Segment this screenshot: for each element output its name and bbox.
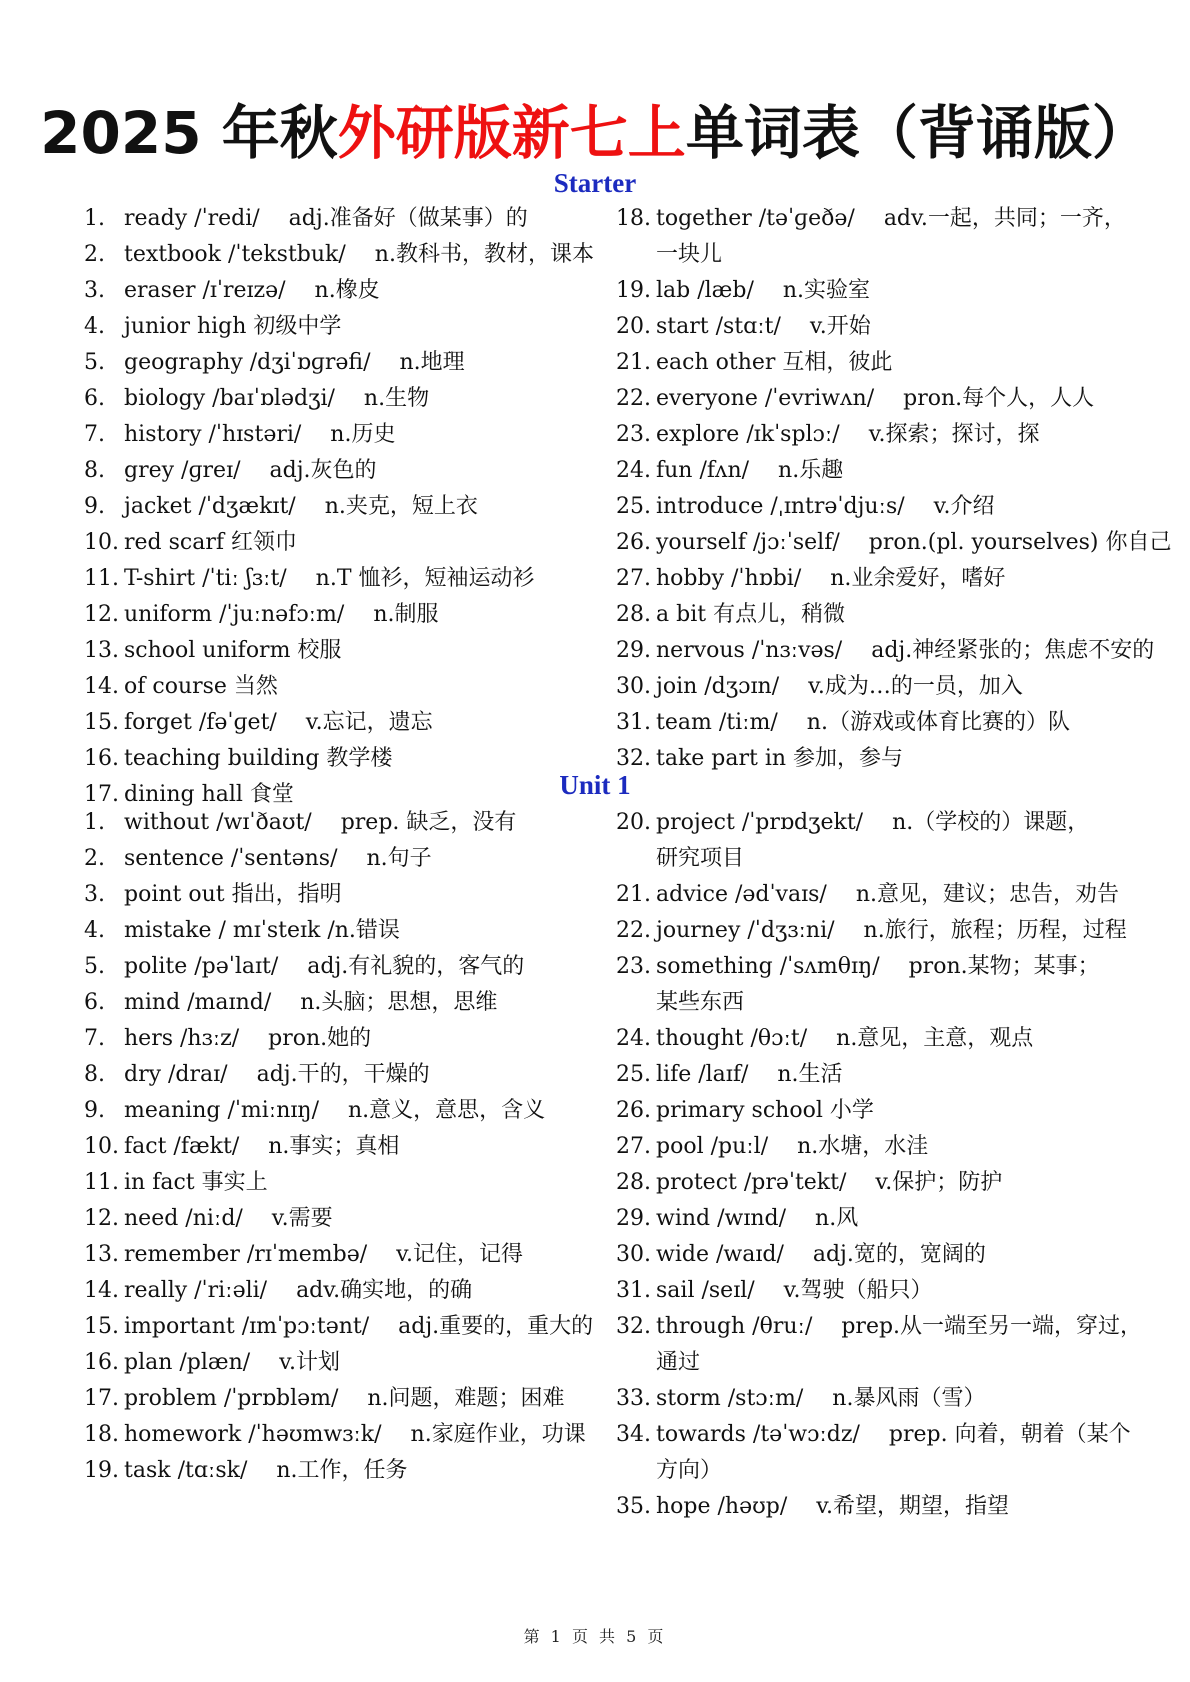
vocab-item: [616, 1489, 1116, 1525]
unit1-right-column: [616, 805, 1143, 1525]
item-text-continued: 方向）: [656, 1458, 723, 1483]
item-number: 11.: [84, 566, 119, 591]
vocab-item: [616, 201, 1126, 273]
item-text: red scarf 红领巾: [124, 530, 297, 555]
item-number: 22.: [616, 386, 651, 411]
vocab-item: [84, 597, 604, 633]
item-text: ready /ˈredi/ adj.准备好（做某事）的: [124, 206, 528, 231]
vocab-item: [84, 805, 604, 841]
vocab-item: [84, 705, 604, 741]
vocab-item: [616, 309, 1116, 345]
vocab-item: [84, 453, 604, 489]
item-text: homework /ˈhəʊmwɜːk/ n.家庭作业，功课: [124, 1422, 586, 1447]
item-text: dry /draɪ/ adj.干的，干燥的: [124, 1062, 430, 1087]
item-number: 31.: [616, 710, 651, 735]
item-number: 1.: [84, 810, 105, 835]
item-text: point out 指出，指明: [124, 882, 342, 907]
item-text-continued: 通过: [656, 1350, 701, 1375]
item-number: 8.: [84, 1062, 105, 1087]
item-text-continued: 研究项目: [656, 846, 745, 871]
item-text: mistake / mɪˈsteɪk /n.错误: [124, 918, 400, 943]
item-number: 19.: [616, 278, 651, 303]
item-text: remember /rɪˈmembə/ v.记住，记得: [124, 1242, 523, 1267]
item-text: teaching building 教学楼: [124, 746, 393, 771]
item-number: 10.: [84, 530, 119, 555]
item-text: eraser /ɪˈreɪzə/ n.橡皮: [124, 278, 380, 303]
vocab-item: [84, 1237, 604, 1273]
starter-left-column: [84, 201, 604, 813]
vocab-item: [84, 985, 604, 1021]
item-text: protect /prəˈtekt/ v.保护；防护: [656, 1170, 1003, 1195]
item-number: 8.: [84, 458, 105, 483]
vocab-item: [616, 705, 1116, 741]
item-text: lab /læb/ n.实验室: [656, 278, 871, 303]
item-number: 28.: [616, 602, 651, 627]
item-number: 18.: [84, 1422, 119, 1447]
vocab-item: [616, 381, 1116, 417]
item-text: hope /həʊp/ v.希望，期望，指望: [656, 1494, 1010, 1519]
item-number: 6.: [84, 990, 105, 1015]
item-number: 10.: [84, 1134, 119, 1159]
item-text: wind /wɪnd/ n.风: [656, 1206, 859, 1231]
vocab-item: [616, 877, 1119, 913]
item-text: each other 互相，彼此: [656, 350, 893, 375]
item-text: start /stɑːt/ v.开始: [656, 314, 871, 339]
item-text: something /ˈsʌmθɪŋ/ pron.某物；某事；: [656, 954, 1100, 979]
vocab-item: [84, 1201, 604, 1237]
item-text: life /laɪf/ n.生活: [656, 1062, 843, 1087]
item-number: 33.: [616, 1386, 651, 1411]
item-number: 20.: [616, 314, 651, 339]
item-text: in fact 事实上: [124, 1170, 268, 1195]
vocab-item: [616, 669, 1116, 705]
item-number: 13.: [84, 638, 119, 663]
item-number: 24.: [616, 1026, 651, 1051]
vocab-item: [616, 417, 1116, 453]
title-highlight: 外研版新七上: [337, 99, 686, 167]
item-number: 15.: [84, 710, 119, 735]
vocab-item: [84, 1417, 604, 1453]
item-text: journey /ˈdʒɜːni/ n.旅行，旅程；历程，过程: [656, 918, 1127, 943]
item-text: explore /ɪkˈsplɔː/ v.探索；探讨，探: [656, 422, 1040, 447]
vocab-item: [84, 345, 604, 381]
item-text: dining hall 食堂: [124, 782, 294, 807]
item-text: need /niːd/ v.需要: [124, 1206, 333, 1231]
section-heading-unit1: Unit 1: [559, 770, 631, 800]
item-text: sail /seɪl/ v.驾驶（船只）: [656, 1278, 933, 1303]
item-number: 7.: [84, 422, 105, 447]
item-text: through /θruː/ prep.从一端至另一端，穿过，: [656, 1314, 1143, 1339]
item-number: 11.: [84, 1170, 119, 1195]
item-number: 3.: [84, 882, 105, 907]
item-number: 16.: [84, 1350, 119, 1375]
item-text: introduce /ˌɪntrəˈdjuːs/ v.介绍: [656, 494, 995, 519]
item-number: 14.: [84, 674, 119, 699]
item-text: yourself /jɔːˈself/ pron.(pl. yourselves) 你自己: [656, 530, 1172, 555]
item-text: problem /ˈprɒbləm/ n.问题，难题；困难: [124, 1386, 565, 1411]
item-text: meaning /ˈmiːnɪŋ/ n.意义，意思，含义: [124, 1098, 546, 1123]
title-year: 2025 年秋: [40, 99, 338, 167]
item-text: storm /stɔːm/ n.暴风雨（雪）: [656, 1386, 986, 1411]
vocab-item: [616, 1417, 1131, 1489]
item-text: thought /θɔːt/ n.意见，主意，观点: [656, 1026, 1034, 1051]
item-text: T-shirt /ˈtiː ʃɜːt/ n.T 恤衫，短袖运动衫: [124, 566, 535, 591]
item-number: 29.: [616, 638, 651, 663]
vocab-item: [84, 877, 604, 913]
vocab-item: [616, 1129, 1116, 1165]
item-number: 29.: [616, 1206, 651, 1231]
vocab-item: [84, 1309, 604, 1345]
item-number: 26.: [616, 530, 651, 555]
vocab-item: [84, 1345, 604, 1381]
item-number: 6.: [84, 386, 105, 411]
item-number: 5.: [84, 954, 105, 979]
item-number: 18.: [616, 206, 651, 231]
item-text: together /təˈɡeðə/ adv.一起，共同；一齐，: [656, 206, 1126, 231]
vocab-item: [84, 273, 604, 309]
vocab-item: [84, 1453, 604, 1489]
item-number: 1.: [84, 206, 105, 231]
vocab-item: [616, 1309, 1143, 1381]
item-number: 22.: [616, 918, 651, 943]
vocab-item: [616, 489, 1116, 525]
page-title: [0, 98, 1190, 168]
item-number: 16.: [84, 746, 119, 771]
vocab-item: [616, 273, 1116, 309]
item-text: school uniform 校服: [124, 638, 342, 663]
item-number: 19.: [84, 1458, 119, 1483]
item-number: 23.: [616, 422, 651, 447]
vocab-item: [616, 949, 1116, 1021]
vocab-item: [84, 1165, 604, 1201]
item-text: primary school 小学: [656, 1098, 874, 1123]
item-number: 14.: [84, 1278, 119, 1303]
starter-right-column: [616, 201, 1172, 777]
item-number: 4.: [84, 918, 105, 943]
vocab-item: [84, 381, 604, 417]
vocab-item: [84, 1273, 604, 1309]
item-number: 30.: [616, 674, 651, 699]
page-footer: 第 1 页 共 5 页: [523, 1627, 667, 1646]
vocab-item: [84, 949, 604, 985]
item-number: 25.: [616, 1062, 651, 1087]
vocab-item: [84, 633, 604, 669]
item-text: biology /baɪˈɒlədʒi/ n.生物: [124, 386, 430, 411]
item-number: 26.: [616, 1098, 651, 1123]
vocab-item: [84, 913, 604, 949]
vocab-item: [616, 1021, 1116, 1057]
item-text: fact /fækt/ n.事实；真相: [124, 1134, 400, 1159]
item-number: 9.: [84, 1098, 105, 1123]
vocab-item: [84, 525, 604, 561]
item-number: 15.: [84, 1314, 119, 1339]
vocab-item: [84, 309, 604, 345]
item-text: geography /dʒiˈɒɡrəfi/ n.地理: [124, 350, 465, 375]
vocab-item: [616, 1237, 1116, 1273]
item-number: 20.: [616, 810, 651, 835]
vocab-item: [84, 1129, 604, 1165]
item-text: a bit 有点儿，稍微: [656, 602, 846, 627]
item-text: history /ˈhɪstəri/ n.历史: [124, 422, 396, 447]
item-number: 2.: [84, 242, 105, 267]
item-number: 2.: [84, 846, 105, 871]
vocab-item: [84, 669, 604, 705]
item-number: 17.: [84, 782, 119, 807]
item-text: advice /ədˈvaɪs/ n.意见，建议；忠告，劝告: [656, 882, 1119, 907]
item-text: grey /ɡreɪ/ adj.灰色的: [124, 458, 377, 483]
item-text-continued: 一块儿: [656, 242, 723, 267]
item-text: wide /waɪd/ adj.宽的，宽阔的: [656, 1242, 986, 1267]
item-number: 25.: [616, 494, 651, 519]
vocab-item: [616, 913, 1127, 949]
vocab-item: [616, 1057, 1116, 1093]
vocab-item: [616, 1201, 1116, 1237]
item-number: 30.: [616, 1242, 651, 1267]
item-text: hobby /ˈhɒbi/ n.业余爱好，嗜好: [656, 566, 1006, 591]
item-number: 3.: [84, 278, 105, 303]
vocab-item: [84, 201, 604, 237]
vocab-item: [84, 417, 604, 453]
item-number: 13.: [84, 1242, 119, 1267]
vocab-item: [84, 1057, 604, 1093]
vocab-item: [84, 1093, 604, 1129]
item-number: 28.: [616, 1170, 651, 1195]
item-number: 32.: [616, 1314, 651, 1339]
section-heading-starter: Starter: [553, 168, 637, 198]
item-text: uniform /ˈjuːnəfɔːm/ n.制服: [124, 602, 439, 627]
item-number: 34.: [616, 1422, 651, 1447]
vocab-item: [84, 1021, 604, 1057]
vocab-item: [84, 561, 604, 597]
item-text: everyone /ˈevriwʌn/ pron.每个人，人人: [656, 386, 1095, 411]
item-text: team /tiːm/ n.（游戏或体育比赛的）队: [656, 710, 1070, 735]
item-number: 31.: [616, 1278, 651, 1303]
vocab-item: [84, 841, 604, 877]
item-number: 4.: [84, 314, 105, 339]
item-number: 23.: [616, 954, 651, 979]
item-text: mind /maɪnd/ n.头脑；思想，思维: [124, 990, 498, 1015]
item-number: 21.: [616, 350, 651, 375]
vocab-item: [84, 1381, 604, 1417]
item-number: 27.: [616, 566, 651, 591]
item-text: really /ˈriːəli/ adv.确实地，的确: [124, 1278, 473, 1303]
vocab-item: [84, 237, 604, 273]
vocab-item: [616, 561, 1116, 597]
vocab-item: [616, 633, 1155, 669]
item-number: 17.: [84, 1386, 119, 1411]
item-text: textbook /ˈtekstbuk/ n.教科书，教材，课本: [124, 242, 594, 267]
item-text: towards /təˈwɔːdz/ prep. 向着，朝着（某个: [656, 1422, 1131, 1447]
item-text-continued: 某些东西: [656, 990, 745, 1015]
item-text: important /ɪmˈpɔːtənt/ adj.重要的，重大的: [124, 1314, 594, 1339]
item-number: 12.: [84, 602, 119, 627]
item-number: 21.: [616, 882, 651, 907]
vocab-item: [616, 525, 1172, 561]
vocab-item: [616, 453, 1116, 489]
item-text: fun /fʌn/ n.乐趣: [656, 458, 844, 483]
item-text: of course 当然: [124, 674, 278, 699]
item-text: take part in 参加，参与: [656, 746, 904, 771]
item-text: sentence /ˈsentəns/ n.句子: [124, 846, 432, 871]
item-number: 7.: [84, 1026, 105, 1051]
title-rest: 单词表（背诵版）: [685, 99, 1150, 167]
item-number: 35.: [616, 1494, 651, 1519]
vocab-item: [616, 345, 1116, 381]
item-text: hers /hɜːz/ pron.她的: [124, 1026, 372, 1051]
vocab-item: [616, 805, 1116, 877]
item-number: 12.: [84, 1206, 119, 1231]
item-text: without /wɪˈðaʊt/ prep. 缺乏，没有: [124, 810, 517, 835]
item-number: 32.: [616, 746, 651, 771]
item-text: join /dʒɔɪn/ v.成为…的一员，加入: [656, 674, 1023, 699]
item-text: junior high 初级中学: [124, 314, 342, 339]
vocab-item: [616, 1273, 1116, 1309]
item-text: polite /pəˈlaɪt/ adj.有礼貌的，客气的: [124, 954, 525, 979]
item-number: 9.: [84, 494, 105, 519]
vocab-item: [616, 1093, 1116, 1129]
vocab-item: [84, 489, 604, 525]
item-text: task /tɑːsk/ n.工作，任务: [124, 1458, 408, 1483]
item-text: jacket /ˈdʒækɪt/ n.夹克，短上衣: [124, 494, 478, 519]
item-text: plan /plæn/ v.计划: [124, 1350, 340, 1375]
unit1-left-column: [84, 805, 604, 1489]
vocab-item: [616, 1165, 1116, 1201]
item-text: project /ˈprɒdʒekt/ n.（学校的）课题，: [656, 810, 1090, 835]
item-text: forget /fəˈɡet/ v.忘记，遗忘: [124, 710, 433, 735]
vocab-item: [616, 597, 1116, 633]
vocab-item: [616, 1381, 1116, 1417]
item-number: 24.: [616, 458, 651, 483]
item-number: 27.: [616, 1134, 651, 1159]
item-text: pool /puːl/ n.水塘，水洼: [656, 1134, 929, 1159]
item-number: 5.: [84, 350, 105, 375]
item-text: nervous /ˈnɜːvəs/ adj.神经紧张的；焦虑不安的: [656, 638, 1155, 663]
